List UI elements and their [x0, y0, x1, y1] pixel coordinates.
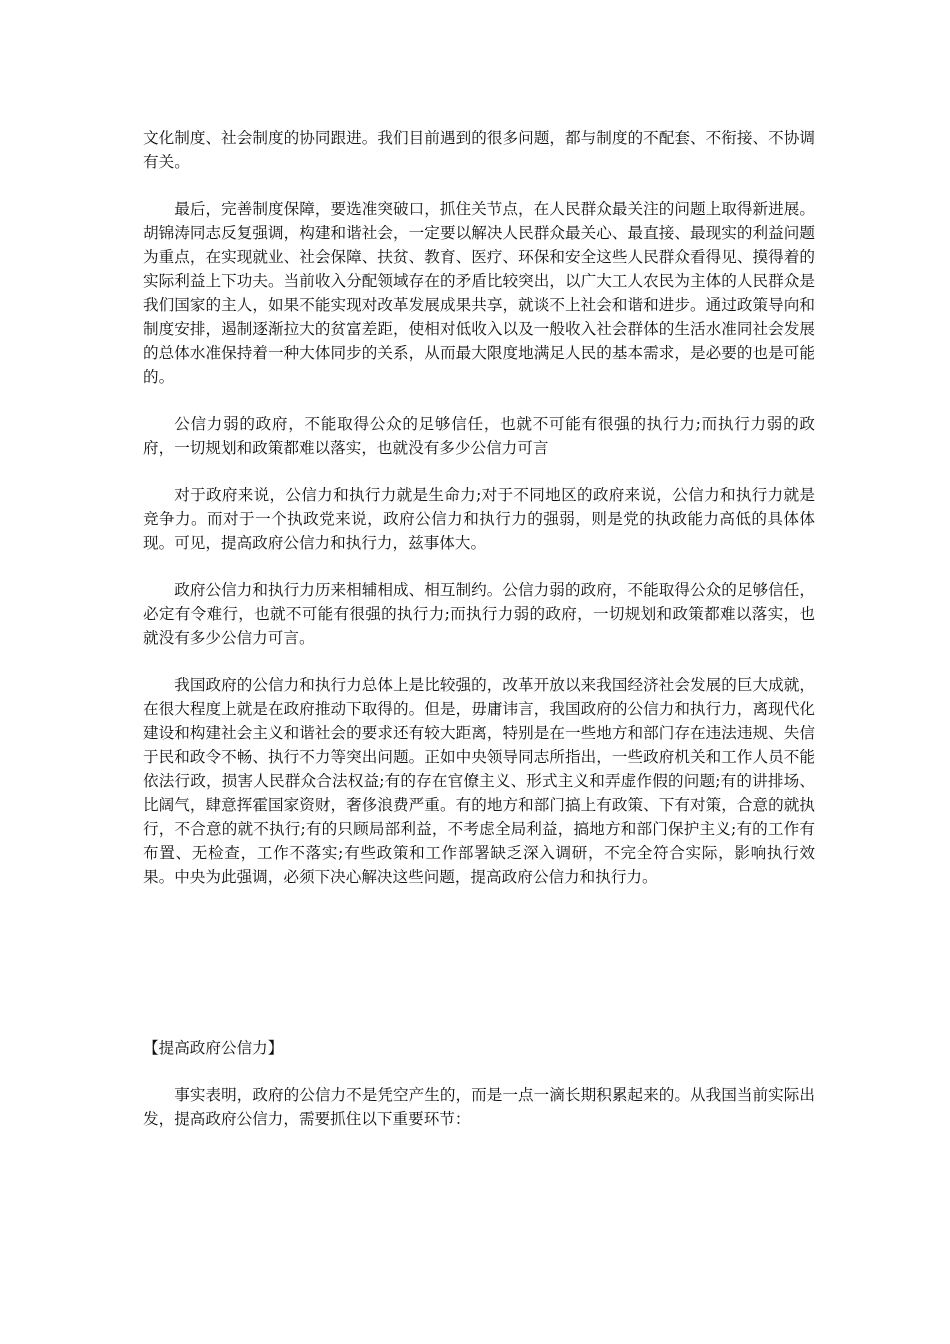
paragraph-6: 我国政府的公信力和执行力总体上是比较强的，改革开放以来我国经济社会发展的巨大成就，在很大程度上就是在政府推动下取得的。但是，毋庸讳言，我国政府的公信力和执行力，离现代化建设和构建社会主义和谐社会的要求还有较大距离，特别是在一些地方和部门存在违法违规、失信于民和政令不畅、执行不力等突出问题。正如中央领导同志所指出，一些政府机关和工作人员不能依法行政，损害人民群众合法权益;有的存在官僚主义、形式主义和弄虚作假的问题;有的讲排场、比阔气，肆意挥霍国家资财，奢侈浪费严重。有的地方和部门搞上有政策、下有对策，合意的就执行，不合意的就不执行;有的只顾局部利益，不考虑全局利益，搞地方和部门保护主义;有的工作有布置、无检查，工作不落实;有些政策和工作部署缺乏深入调研，不完全符合实际，影响执行效果。中央为此强调，必须下决心解决这些问题，提高政府公信力和执行力。 — [143, 676, 815, 886]
section-paragraph: 事实表明，政府的公信力不是凭空产生的，而是一点一滴长期积累起来的。从我国当前实际出发，提高政府公信力，需要抓住以下重要环节： — [143, 1086, 815, 1128]
paragraph-4: 对于政府来说，公信力和执行力就是生命力;对于不同地区的政府来说，公信力和执行力就是竞争力。而对于一个执政党来说，政府公信力和执行力的强弱，则是党的执政能力高低的具体体现。可见，提高政府公信力和执行力，兹事体大。 — [143, 486, 815, 552]
section-heading: 【提高政府公信力】 — [143, 1039, 284, 1057]
paragraph-5: 政府公信力和执行力历来相辅相成、相互制约。公信力弱的政府，不能取得公众的足够信任，必定有令难行，也就不可能有很强的执行力;而执行力弱的政府，一切规划和政策都难以落实，也就没有多少公信力可言。 — [143, 581, 815, 647]
document-page — [143, 126, 815, 1128]
paragraph-3: 公信力弱的政府，不能取得公众的足够信任，也就不可能有很强的执行力;而执行力弱的政府，一切规划和政策都难以落实，也就没有多少公信力可言 — [143, 415, 815, 457]
paragraph-2: 最后，完善制度保障，要选准突破口，抓住关节点，在人民群众最关注的问题上取得新进展。胡锦涛同志反复强调，构建和谐社会，一定要以解决人民群众最关心、最直接、最现实的利益问题为重点，在实现就业、社会保障、扶贫、教育、医疗、环保和安全这些人民群众看得见、摸得着的实际利益上下功夫。当前收入分配领域存在的矛盾比较突出，以广大工人农民为主体的人民群众是我们国家的主人，如果不能实现对改革发展成果共享，就谈不上社会和谐和进步。通过政策导向和制度安排，遏制逐渐拉大的贫富差距，使相对低收入以及一般收入社会群体的生活水准同社会发展的总体水准保持着一种大体同步的关系，从而最大限度地满足人民的基本需求，是必要的也是可能的。 — [143, 200, 815, 386]
paragraph-1: 文化制度、社会制度的协同跟进。我们目前遇到的很多问题，都与制度的不配套、不衔接、不协调有关。 — [143, 129, 815, 171]
